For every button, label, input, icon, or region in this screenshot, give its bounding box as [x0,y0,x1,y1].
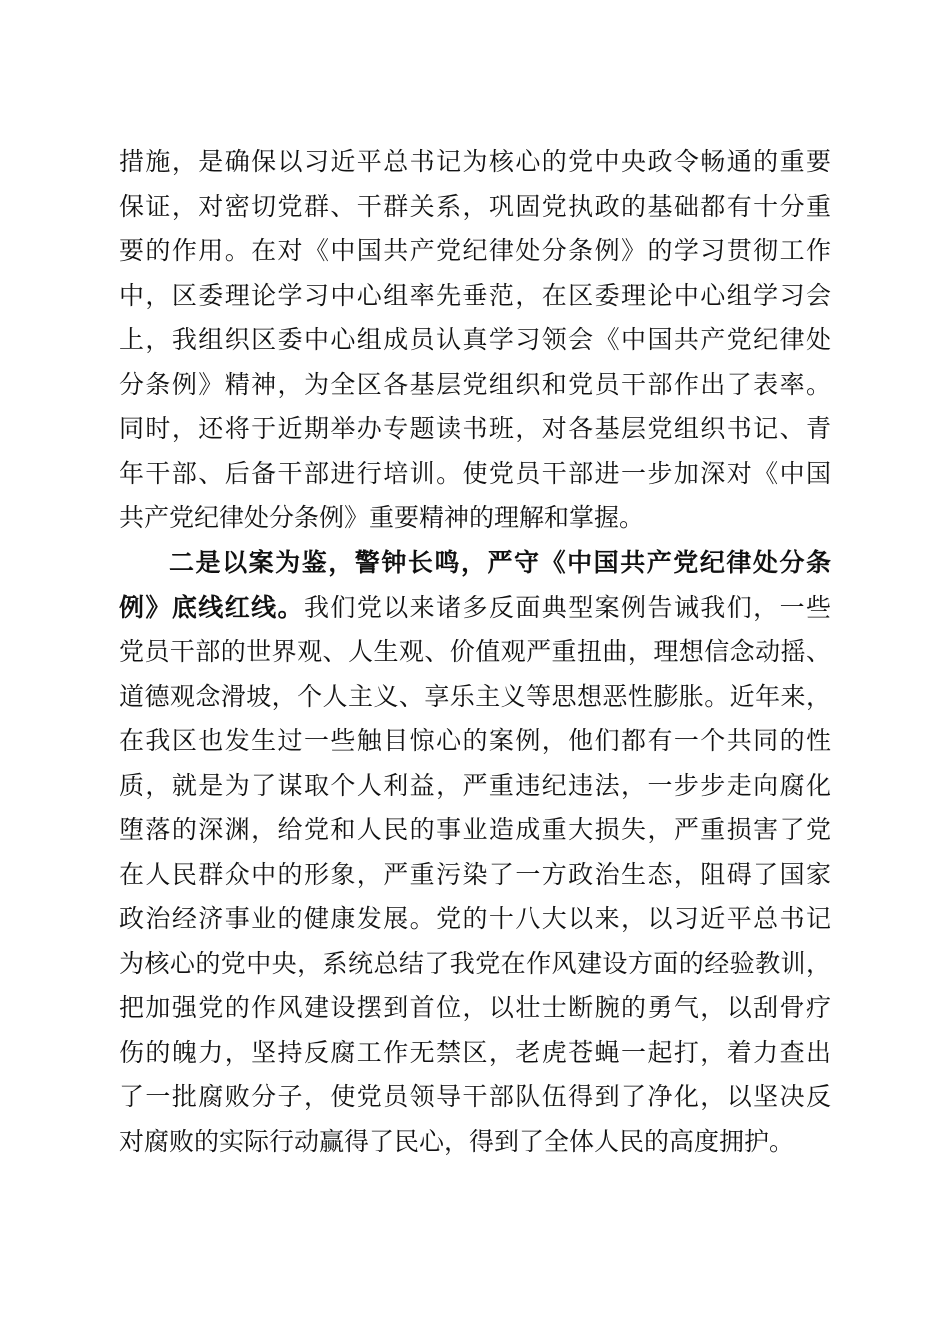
text-line: 政治经济事业的健康发展。党的十八大以来，以习近平总书记 [119,904,831,933]
text-line: 质，就是为了谋取个人利益，严重违纪违法，一步步走向腐化 [119,770,831,800]
text-line: 年干部、后备干部进行培训。使党员干部进一步加深对《中国 [119,458,831,488]
section-heading-continued: 例》底线红线。 [119,592,304,622]
paragraph-2 [119,541,831,1164]
text-line: 道德观念滑坡，个人主义、享乐主义等思想恶性膨胀。近年来， [119,681,831,711]
text-line-rest: 我们党以来诸多反面典型案例告诫我们，一些 [303,592,831,622]
section-heading: 二是以案为鉴，警钟长鸣，严守《中国共产党纪律处分条 [169,548,831,577]
text-line: 对腐败的实际行动赢得了民心，得到了全体人民的高度拥护。 [119,1126,795,1156]
paragraph-1 [119,140,831,541]
text-line: 伤的魄力，坚持反腐工作无禁区，老虎苍蝇一起打，着力查出 [119,1037,831,1067]
text-line [119,586,831,631]
text-line: 在人民群众中的形象，严重污染了一方政治生态，阻碍了国家 [119,859,831,889]
text-line: 党员干部的世界观、人生观、价值观严重扭曲，理想信念动摇、 [119,637,831,666]
text-line: 措施，是确保以习近平总书记为核心的党中央政令畅通的重要 [119,147,831,176]
text-line: 分条例》精神，为全区各基层党组织和党员干部作出了表率。 [119,369,831,399]
text-line: 为核心的党中央，系统总结了我党在作风建设方面的经验教训， [119,948,831,978]
text-line: 在我区也发生过一些触目惊心的案例，他们都有一个共同的性 [119,726,831,755]
text-line: 保证，对密切党群、干群关系，巩固党执政的基础都有十分重 [119,191,831,221]
text-line: 了一批腐败分子，使党员领导干部队伍得到了净化，以坚决反 [119,1082,831,1111]
text-line: 堕落的深渊，给党和人民的事业造成重大损失，严重损害了党 [119,815,831,844]
text-line: 要的作用。在对《中国共产党纪律处分条例》的学习贯彻工作 [119,236,831,265]
text-line: 同时，还将于近期举办专题读书班，对各基层党组织书记、青 [119,414,831,443]
text-line: 共产党纪律处分条例》重要精神的理解和掌握。 [119,503,645,532]
text-line: 中，区委理论学习中心组率先垂范，在区委理论中心组学习会 [119,280,831,310]
text-line: 把加强党的作风建设摆到首位，以壮士断腕的勇气，以刮骨疗 [119,993,831,1022]
text-line: 上，我组织区委中心组成员认真学习领会《中国共产党纪律处 [119,325,831,354]
